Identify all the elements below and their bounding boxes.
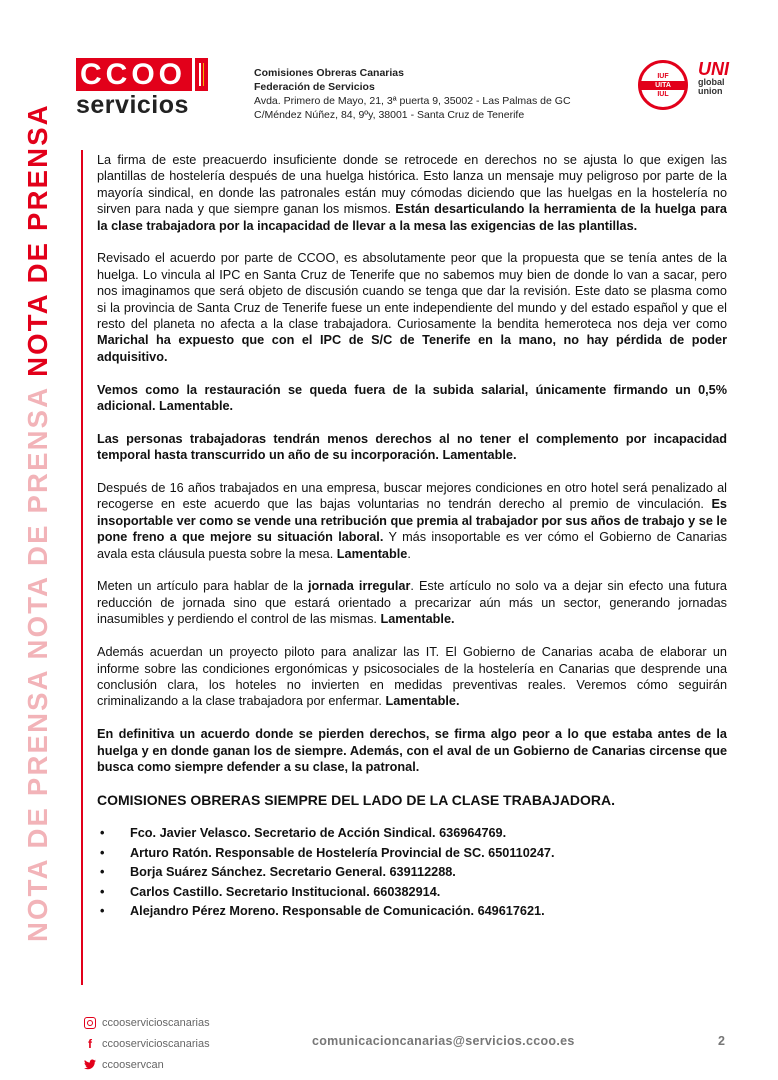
p6-bold-2: Lamentable. (380, 612, 455, 627)
contact-list (97, 824, 727, 922)
paragraph-7 (97, 644, 727, 710)
p7-text: Además acuerdan un proyecto piloto para analizar las IT. El Gobierno de Canarias acaba de elaborar un informe sobre las condiciones ergonómicas y psicosociales de la hostelería en Canarias que desprende una conclusión clara, los hoteles no invierten en medidas preventivas reales. Veremos cómo seguirán criminalizando a la clase trabajadora por enfermar. (97, 645, 727, 709)
facebook-icon: f (88, 1036, 92, 1051)
uni-global-label: global (698, 77, 725, 87)
p5-text: Después de 16 años trabajados en una empresa, buscar mejores condiciones en otro hotel será penalizado al recogerse en este acuerdo que las bajas voluntarias no tendrán derecho al premio de vinculación. (97, 481, 727, 512)
p2-bold: Marichal ha expuesto que con el IPC de S/C de Tenerife en la mano, no hay pérdida de poder adquisitivo. (97, 333, 727, 364)
side-banner-nota-de-prensa (22, 103, 62, 942)
p6-bold: jornada irregular (308, 579, 411, 594)
logo-ccoo-text: CCOO (76, 58, 192, 91)
org-name: Comisiones Obreras Canarias (254, 67, 404, 79)
instagram-handle: ccooservicioscanarias (102, 1016, 210, 1029)
paragraph-6 (97, 578, 727, 627)
uni-label: UNI (698, 59, 729, 79)
p5-bold-2: Lamentable (336, 546, 408, 561)
address-las-palmas: Avda. Primero de Mayo, 21, 3ª puerta 9, 35002 - Las Palmas de GC (254, 95, 571, 107)
contact-item: • Fco. Javier Velasco. Secretario de Acción Sindical. 636964769. (97, 824, 727, 844)
federation-name: Federación de Servicios (254, 81, 375, 93)
address-tenerife: C/Méndez Núñez, 84, 9ºy, 38001 - Santa Cruz de Tenerife (254, 109, 525, 121)
paragraph-4 (97, 431, 727, 464)
p5-text-3: . (407, 546, 411, 561)
p8-bold: En definitiva un acuerdo donde se pierden derechos, se firma algo peor a lo que estaba antes de la huelga y en donde ganan los de siempre. Además, con el aval de un Gobierno de Canarias circense que busca como siempre defender a su clase, la patronal. (97, 727, 727, 774)
contact-item: • Carlos Castillo. Secretario Institucional. 660382914. (97, 883, 727, 903)
red-vertical-rule (81, 150, 83, 985)
iul-label: IUL (657, 90, 669, 98)
p7-bold: Lamentable. (385, 694, 460, 709)
press-release-body (97, 152, 727, 922)
iuf-label: IUF (657, 72, 669, 80)
facebook-link[interactable] (84, 1033, 210, 1054)
page-number: 2 (718, 1034, 725, 1048)
paragraph-2 (97, 250, 727, 365)
contact-item: • Borja Suárez Sánchez. Secretario General. 639112288. (97, 863, 727, 883)
contact-item: • Alejandro Pérez Moreno. Responsable de Comunicación. 649617621. (97, 902, 727, 922)
organization-info (254, 66, 571, 122)
uni-global-union-logo (698, 60, 728, 96)
p6-text-2: . Este artículo no solo va a dejar sin efecto una futura reducción de jornada sino que estará orientado a precarizar aún más un sector, generando jornadas inasumibles y perdiendo el control de las mismas. (97, 579, 727, 627)
p1-bold: Están desarticulando la herramienta de la huelga para la clase trabajadora por la incapacidad de llevar a la mesa las exigencias de las plantillas. (97, 202, 727, 233)
paragraph-3 (97, 382, 727, 415)
twitter-link[interactable] (84, 1054, 210, 1075)
twitter-handle: ccooservcan (102, 1058, 164, 1071)
paragraph-8 (97, 726, 727, 775)
p5-text-2: Y más insoportable es ver cómo el Gobierno de Canarias avala esta cláusula puesta sobre la mesa. (97, 530, 728, 561)
instagram-icon (84, 1017, 96, 1029)
p1-text: La firma de este preacuerdo insuficiente donde se retrocede en derechos no se ajusta lo que exigen las plantillas de hostelería después de una huelga histórica. Esto lanza un mensaje muy peligroso por parte de la mayoría sindical, en donde las patronales están muy cómodas diciendo que las huelgas en la hostelería no sirven para nada y que siempre ganan los mismos. (97, 153, 727, 217)
social-links (84, 1012, 210, 1075)
instagram-link[interactable] (84, 1012, 210, 1033)
p2-text: Revisado el acuerdo por parte de CCOO, es absolutamente peor que la propuesta que se tenía antes de la huelga. Lo vincula al IPC en Santa Cruz de Tenerife que no sabemos muy bien de donde lo van a sacar, pero nos imaginamos que será objeto de discusión cuando se tenga que dar la revisión. Este dato se plasma como si la provincia de Santa Cruz de Tenerife fuese un ente independiente del mundo y del estado español y que el resto del planeta no afecta a la clase trabajadora. Curiosamente la bendita hemeroteca nos deja ver como (97, 251, 727, 332)
twitter-icon (84, 1059, 96, 1071)
ccoo-servicios-logo (76, 58, 208, 119)
paragraph-1 (97, 152, 727, 234)
paragraph-5 (97, 480, 727, 562)
logo-flag-icon (195, 58, 208, 91)
p6-text: Meten un artículo para hablar de la (97, 579, 309, 594)
side-banner-dark: NOTA DE PRENSA (22, 103, 53, 377)
facebook-handle: ccooservicioscanarias (102, 1037, 210, 1050)
uni-union-label: union (698, 86, 723, 96)
p5-bold: Es insoportable ver como se vende una retribución que premia al trabajador por sus años de trabajo y se le pone freno a que mejore su situación laboral. (97, 497, 727, 545)
uita-label: UITA (641, 81, 685, 90)
contact-item: • Arturo Ratón. Responsable de Hostelería Provincial de SC. 650110247. (97, 844, 727, 864)
slogan: COMISIONES OBRERAS SIEMPRE DEL LADO DE LA CLASE TRABAJADORA. (97, 791, 616, 808)
side-banner-light: NOTA DE PRENSA NOTA DE PRENSA (22, 376, 53, 942)
logo-servicios-text: servicios (76, 91, 189, 119)
p3-bold: Vemos como la restauración se queda fuera de la subida salarial, únicamente firmando un 0,5% adicional. Lamentable. (97, 382, 727, 414)
contact-email-link[interactable]: comunicacioncanarias@servicios.ccoo.es (312, 1034, 575, 1048)
p4-bold: Las personas trabajadoras tendrán menos derechos al no tener el complemento por incapacidad temporal hasta transcurrido un año de su incorporación. Lamentable. (97, 431, 727, 463)
iuf-uita-iul-logo (638, 60, 688, 110)
